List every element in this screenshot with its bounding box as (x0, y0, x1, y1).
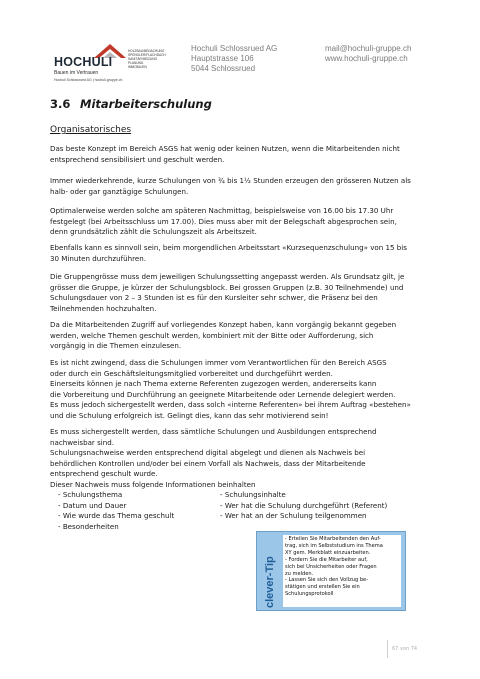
logo-wordmark: HOCHULI (54, 55, 113, 69)
clever-tip-label (258, 532, 280, 612)
clever-tip-content (283, 535, 401, 607)
list-item: - Datum und Dauer (58, 500, 127, 510)
section-number: 3.6 (50, 97, 71, 111)
bullet-list-left (58, 490, 174, 532)
text-line: Dieser Nachweis muss folgende Informationen beinhalten (50, 480, 256, 489)
text-line: behördlichen Kontrollen und/oder bei einem Vorfall als Nachweis, dass der Mitarbeitende (50, 458, 366, 468)
text-line: oder durch ein Geschäftsleitungsmitglied vorbereitet und durchgeführt werden. (50, 368, 333, 378)
text-line: Teilnehmenden hochzuhalten. (50, 303, 157, 313)
contact-email[interactable]: mail@hochuli-gruppe.ch (325, 44, 412, 53)
list-item: - Besonderheiten (58, 521, 119, 531)
text-line: Optimalerweise werden solche am späteren Nachmittag, beispielsweise von 16.00 bis 17.30 Uhr (50, 206, 394, 215)
tip-line: zu melden. (285, 570, 314, 577)
paragraph (50, 320, 440, 352)
paragraph (50, 427, 440, 480)
page-number: 67 von 74 (392, 646, 418, 652)
tip-line: - Fordern Sie die Mitarbeiter auf, (285, 556, 368, 563)
tip-line: - Erteilen Sie Mitarbeitenden den Auf- (285, 536, 381, 542)
clever-tip-lines (285, 536, 383, 598)
address-line: Hauptstrasse 106 (191, 54, 254, 63)
tip-line: Schulungsprotokoll (285, 591, 334, 598)
address-line: 5044 Schlossrued (191, 64, 256, 73)
list-item: - Wie wurde das Thema geschult (58, 511, 175, 520)
text-line: Es muss jedoch sichergestellt werden, dass solch «interne Referenten» bei ihrem Auftrag «bestehen» (50, 400, 411, 409)
address-line: Hochuli Schlossrued AG (191, 44, 278, 53)
contact-website[interactable]: www.hochuli-gruppe.ch (325, 54, 408, 63)
company-address (191, 44, 277, 74)
text-line: werden, welche Themen geschult werden, kombiniert mit der Bitte oder Aufforderung, sich (50, 330, 374, 340)
paragraph (50, 272, 440, 314)
clever-tip-text: clever-Tip (264, 556, 276, 608)
text-line: 30 Minuten durchzuführen. (50, 253, 147, 263)
text-line: die Vorbereitung und Durchführung an geeignete Mitarbeitende oder Lernende delegiert werden. (50, 389, 396, 399)
text-line: vorgängig in die Themen einzulesen. (50, 341, 182, 350)
clever-tip-box (256, 531, 406, 611)
text-line: Immer wiederkehrende, kurze Schulungen von ¾ bis 1½ Stunden erzeugen den grösseren Nutzen als (50, 176, 411, 185)
paragraph (50, 480, 440, 491)
logo-service: SANITÄR/HEIZUNG (128, 57, 158, 62)
list-item: - Schulungsinhalte (220, 490, 286, 499)
subheading: Organisatorisches (50, 125, 132, 135)
text-line: Die Gruppengrösse muss dem jeweiligen Schulungssetting angepasst werden. Als Grundsatz gilt, je (50, 272, 405, 281)
text-line: Da die Mitarbeitenden Zugriff auf vorliegendes Konzept haben, kann vorgängig bekannt gegeben (50, 320, 397, 329)
logo-tagline: Bauen im Vertrauen (54, 70, 99, 76)
text-line: halb- oder gar ganztägige Schulungen. (50, 186, 189, 196)
logo-service: IMMOBILIEN (128, 65, 147, 70)
list-item: - Wer hat die Schulung durchgeführt (Referent) (220, 500, 388, 510)
footer-divider (387, 640, 388, 658)
section-title: Mitarbeiterschulung (80, 97, 212, 111)
text-line: grösser die Gruppe, je kürzer der Schulungsblock. Bei grossen Gruppen (z.B. 30 Teilnehmende) und (50, 282, 404, 292)
logo-service: HOLZBAU/BEDACHUNG (128, 49, 165, 53)
text-line: entsprechend geschult wurde. (50, 469, 158, 478)
logo-services (128, 49, 166, 69)
tip-line: trag, sich im Selbststudium ins Thema (285, 542, 383, 549)
text-line: denn grundsätzlich zählt die Schulungszeit als Arbeitszeit. (50, 227, 257, 236)
paragraph (50, 176, 440, 197)
paragraph (50, 358, 440, 421)
logo-company-line: Hochuli Schlossrued AG | hochuli-gruppe.ch (54, 78, 123, 82)
bullet-list-right (220, 490, 387, 522)
text-line: und die Schulung erfolgreich ist. Gelingt dies, kann das sehr motivierend sein! (50, 410, 329, 420)
text-line: Das beste Konzept im Bereich ASGS hat wenig oder keinen Nutzen, wenn die Mitarbeitenden nicht (50, 144, 400, 153)
tip-line: stätigen und erstellen Sie ein (285, 584, 360, 591)
logo-service: SPENGLER/FLACHDACH (128, 53, 166, 58)
tip-line: - Lassen Sie sich den Vollzug be- (285, 577, 369, 584)
logo-service: PLANUNG (128, 61, 144, 66)
text-line: Es muss sichergestellt werden, dass sämtliche Schulungen und Ausbildungen entsprechend (50, 427, 377, 436)
text-line: entsprechend sensibilisiert und geschult werden. (50, 154, 225, 164)
text-line: Es ist nicht zwingend, dass die Schulungen immer vom Verantwortlichen für den Bereich ASGS (50, 358, 387, 367)
text-line: Schulungsnachweise werden entsprechend digital abgelegt und dienen als Nachweis bei (50, 448, 366, 457)
list-item: - Schulungsthema (58, 490, 123, 499)
text-line: nachweisbar sind. (50, 437, 115, 447)
text-line: Ebenfalls kann es sinnvoll sein, beim morgendlichen Arbeitsstart «Kurzsequenzschulung» von 15 bis (50, 243, 407, 252)
text-line: festgelegt (bei Arbeitsschluss um 17.00). Dies muss aber mit der Belegschaft abgesprochen sein, (50, 216, 397, 226)
paragraph (50, 144, 440, 165)
company-logo (54, 42, 166, 86)
tip-line: XY gem. Merkblatt einzuarbeiten. (285, 549, 371, 556)
paragraph (50, 243, 440, 264)
text-line: Einerseits können je nach Thema externe Referenten zugezogen werden, andererseits kann (50, 379, 377, 388)
tip-line: sich bei Unsicherheiten oder Fragen (285, 563, 377, 570)
list-item: - Wer hat an der Schulung teilgenommen (220, 511, 367, 520)
company-contact (325, 44, 411, 64)
text-line: Schulungsdauer von 2 – 3 Stunden ist es für den Kursleiter sehr schwer, die Präsenz bei den (50, 293, 378, 302)
paragraph (50, 206, 440, 238)
